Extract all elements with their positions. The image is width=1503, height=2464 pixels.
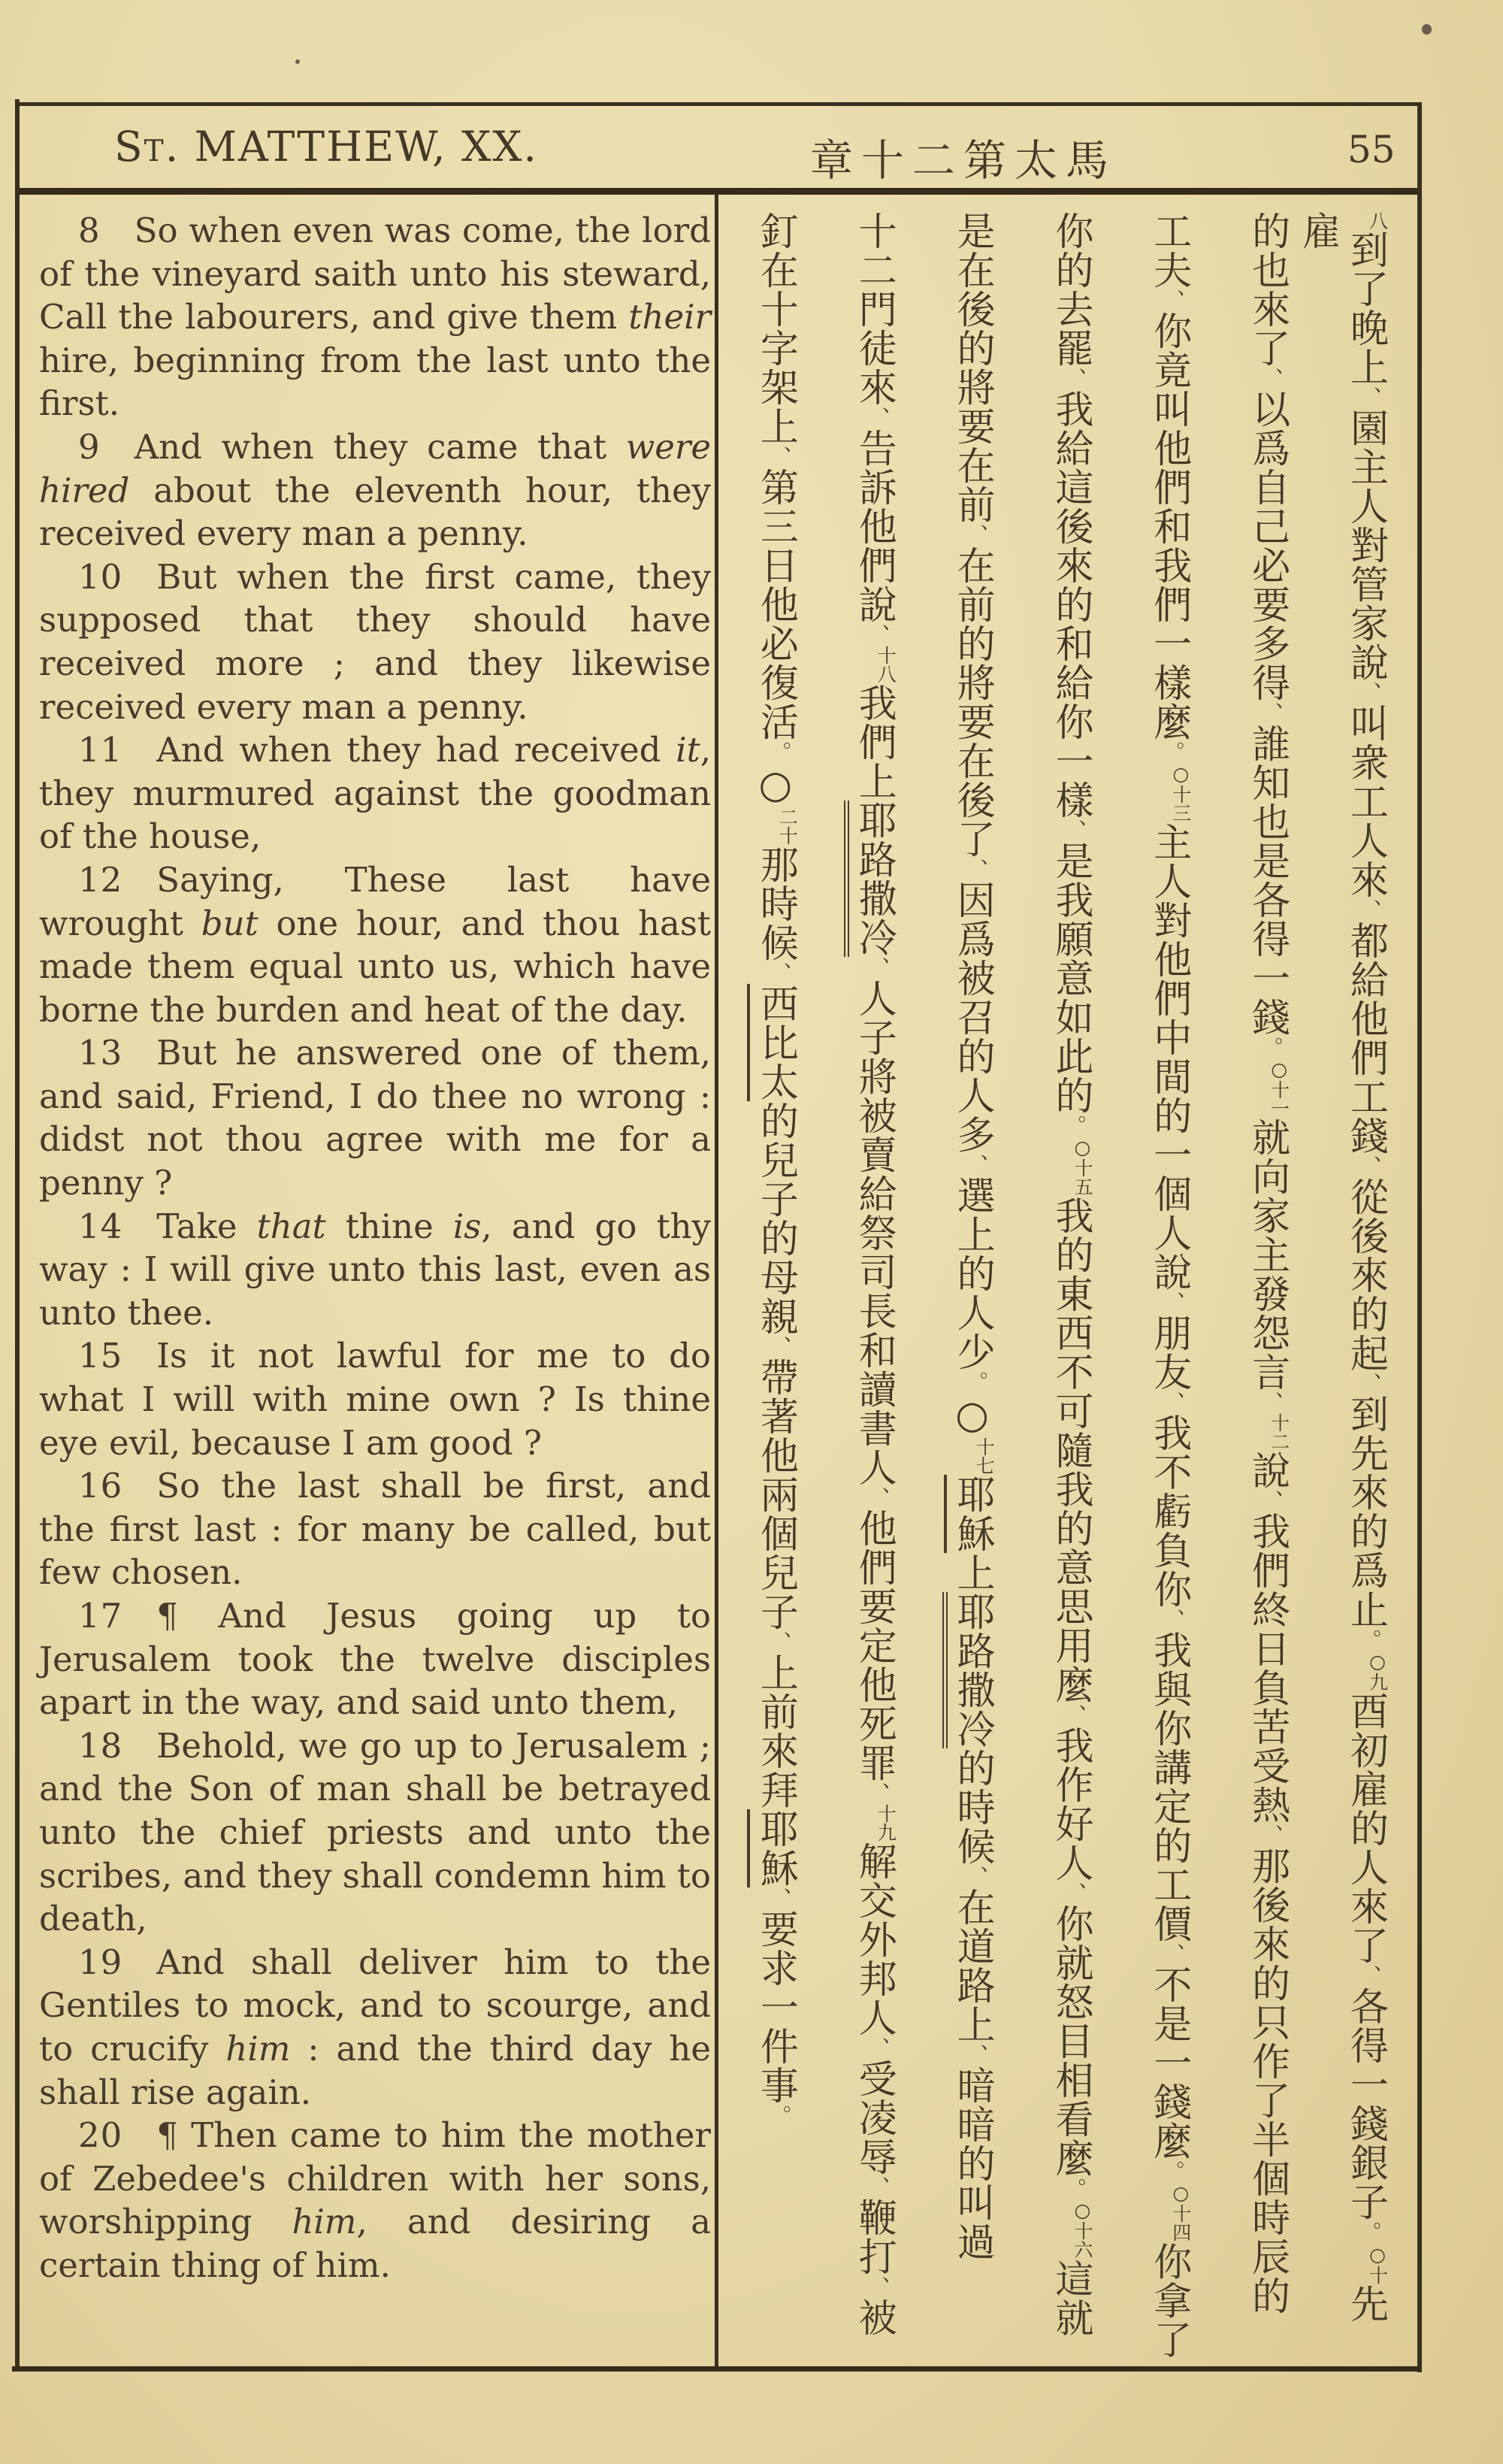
verse: 18 Behold, we go up to Jerusalem ; and the Son of man shall be betrayed unto the chief priests and unto the scribes, and they shall condemn him to death, <box>39 1725 711 1939</box>
proper-noun: 西比太 <box>747 984 797 1101</box>
running-head-chinese: 章十二第太馬 <box>810 136 1117 186</box>
page-left-edge-line <box>15 99 20 2371</box>
text-run: 說、我們終日負苦受熱、那後來的只作了半個時辰的 <box>1244 1451 1290 2316</box>
verse-number: 19 <box>78 1942 123 1982</box>
verse-number: 18 <box>78 1725 123 1766</box>
verse: 16 So the last shall be first, and the first last : for many be called, but few chosen. <box>39 1466 711 1593</box>
verse-number: 13 <box>78 1033 123 1073</box>
running-head-english: St. MATTHEW, XX. <box>114 123 538 171</box>
verse-marker: 十二 <box>1268 1413 1290 1451</box>
section-circle: ○ <box>950 1393 995 1438</box>
verse: 17 ¶ And Jesus going up to Jerusalem took the twelve disciples apart in the way, and said unto them, <box>39 1596 711 1723</box>
text-run: 主人對他們中間的一個人說、朋友、我不虧負你、我與你講定的工價、不是一錢麼。 <box>1146 822 1191 2183</box>
text-run: 的兒子的母親、帶著他兩個兒子、上前來拜 <box>753 1101 798 1810</box>
verse-number: 17 <box>78 1596 123 1636</box>
verse-marker: ○九 <box>1366 1651 1389 1692</box>
verse: 8 So when even was come, the lord of the vineyard saith unto his steward, Call the labourers, and give them their hire, beginning from the last unto the first. <box>39 210 711 424</box>
verse: 11 And when they had received it, they murmured against the goodman of the house, <box>39 730 711 857</box>
page-number: 55 <box>1347 128 1396 171</box>
verse-marker: ○十五 <box>1071 1137 1093 1197</box>
verse: 12 Saying, These last have wrought but one hour, and thou hast made them equal unto us, which have borne the burden and heat of the day. <box>39 859 712 1030</box>
chinese-column <box>1243 211 1291 2361</box>
verse-marker: 十七 <box>973 1437 996 1476</box>
proper-noun: 耶路撒冷 <box>942 1592 994 1748</box>
verse-marker: ○十 <box>1366 2243 1389 2284</box>
verse: 20 ¶ Then came to him the mother of Zebedee's children with her sons, worshipping him, and desiring a certain thing of him. <box>39 2115 711 2285</box>
section-circle: ○ <box>753 763 798 808</box>
verse: 13 But he answered one of them, and said, Friend, I do thee no wrong : didst not thou agree with me for a penny ? <box>39 1033 711 1203</box>
verse-marker: 八 <box>1366 211 1389 230</box>
header-separator-rule <box>18 188 1417 195</box>
text-run: 十二門徒來、告訴他們說、 <box>851 211 897 646</box>
text-run: 、要求一件事。 <box>753 1887 798 2127</box>
chinese-column <box>1046 211 1094 2361</box>
verse-number: 11 <box>78 730 123 770</box>
frame-top-rule <box>18 102 1420 106</box>
verse-number: 12 <box>78 859 123 900</box>
proper-noun: 耶穌 <box>747 1809 797 1887</box>
chinese-column <box>1145 211 1193 2361</box>
column-divider-rule <box>715 195 718 2368</box>
verse-number: 8 <box>78 210 101 250</box>
text-run: 到了晚上、園主人對管家說、叫衆工人來、都給他們工錢、從後來的起、到先來的爲止。 <box>1343 230 1388 1651</box>
text-run: 我們上 <box>851 683 897 801</box>
text-run: 工夫、你竟叫他們和我們一樣麼。 <box>1146 211 1191 764</box>
chinese-text <box>726 211 1414 2361</box>
verse-number: 10 <box>78 556 123 597</box>
text-run: 就向家主發怨言、 <box>1244 1118 1290 1414</box>
text-run: 是在後的將要在前、在前的將要在後了、因爲被召的人多、選上的人少。 <box>950 211 995 1394</box>
proper-noun: 耶穌 <box>944 1475 994 1553</box>
text-run: 、人子將被賣給祭司長和讀書人、他們要定他死罪、 <box>851 957 897 1805</box>
chinese-column <box>1295 211 1389 2361</box>
verse-marker: 十八 <box>875 646 897 684</box>
chinese-column <box>849 211 897 2361</box>
text-run: 的時候、在道路上、暗暗的叫過 <box>950 1748 995 2262</box>
verse-marker: ○十四 <box>1169 2182 1192 2242</box>
text-run: 你的去罷、我給這後來的和給你一樣、是我願意如此的。 <box>1048 211 1093 1137</box>
english-column <box>39 209 711 2287</box>
text-run: 先雇 <box>1295 211 1388 2323</box>
verse-number: 9 <box>78 426 101 467</box>
verse-marker: 二十 <box>776 807 799 846</box>
chinese-column <box>751 211 799 2361</box>
ink-speck <box>1422 24 1432 35</box>
verse: 19 And shall deliver him to the Gentiles to mock, and to scourge, and to crucify him : and the third day he shall rise again. <box>39 1942 711 2112</box>
proper-noun: 耶路撒冷 <box>844 801 896 957</box>
verse-marker: ○十六 <box>1071 2199 1093 2260</box>
text-run: 這就 <box>1048 2259 1093 2338</box>
text-run: 我的東西不可隨我的意思用麼、我作好人、你就怒目相看麼。 <box>1048 1196 1093 2200</box>
verse: 10 But when the first came, they supposed that they should have received more ; and they likewise received every man a penny. <box>39 556 711 727</box>
text-run: 釘在十字架上、第三日他必復活。 <box>753 211 798 764</box>
text-run: 解交外邦人、受凌辱、鞭打、被 <box>851 1842 897 2338</box>
verse: 9 And when they came that were hired about the eleventh hour, they received every man a penny. <box>39 426 711 554</box>
text-run: 上 <box>950 1553 995 1593</box>
verse-number: 16 <box>78 1466 123 1506</box>
verse-number: 15 <box>78 1336 123 1376</box>
verse: 15 Is it not lawful for me to do what I will with mine own ? Is thine eye evil, because I am good ? <box>39 1336 711 1463</box>
verse: 14 Take that thine is, and go thy way : I will give unto this last, even as unto thee. <box>39 1206 711 1333</box>
verse-number: 20 <box>78 2115 123 2156</box>
verse-number: 14 <box>78 1206 123 1246</box>
verse-marker: ○十一 <box>1268 1058 1290 1118</box>
text-run: 你拿了 <box>1146 2242 1191 2360</box>
frame-right-rule <box>1417 102 1422 2372</box>
chinese-column <box>948 211 996 2361</box>
verse-marker: 十九 <box>875 1804 897 1842</box>
text-run: 那時候、 <box>753 845 798 985</box>
text-run: 的也來了、以爲自己必要多得、誰知也是各得一錢。 <box>1244 211 1290 1059</box>
text-run: 酉初雇的人來了、各得一錢銀子。 <box>1343 1691 1388 2244</box>
ink-speck <box>295 59 300 64</box>
verse-marker: ○十三 <box>1169 763 1192 823</box>
